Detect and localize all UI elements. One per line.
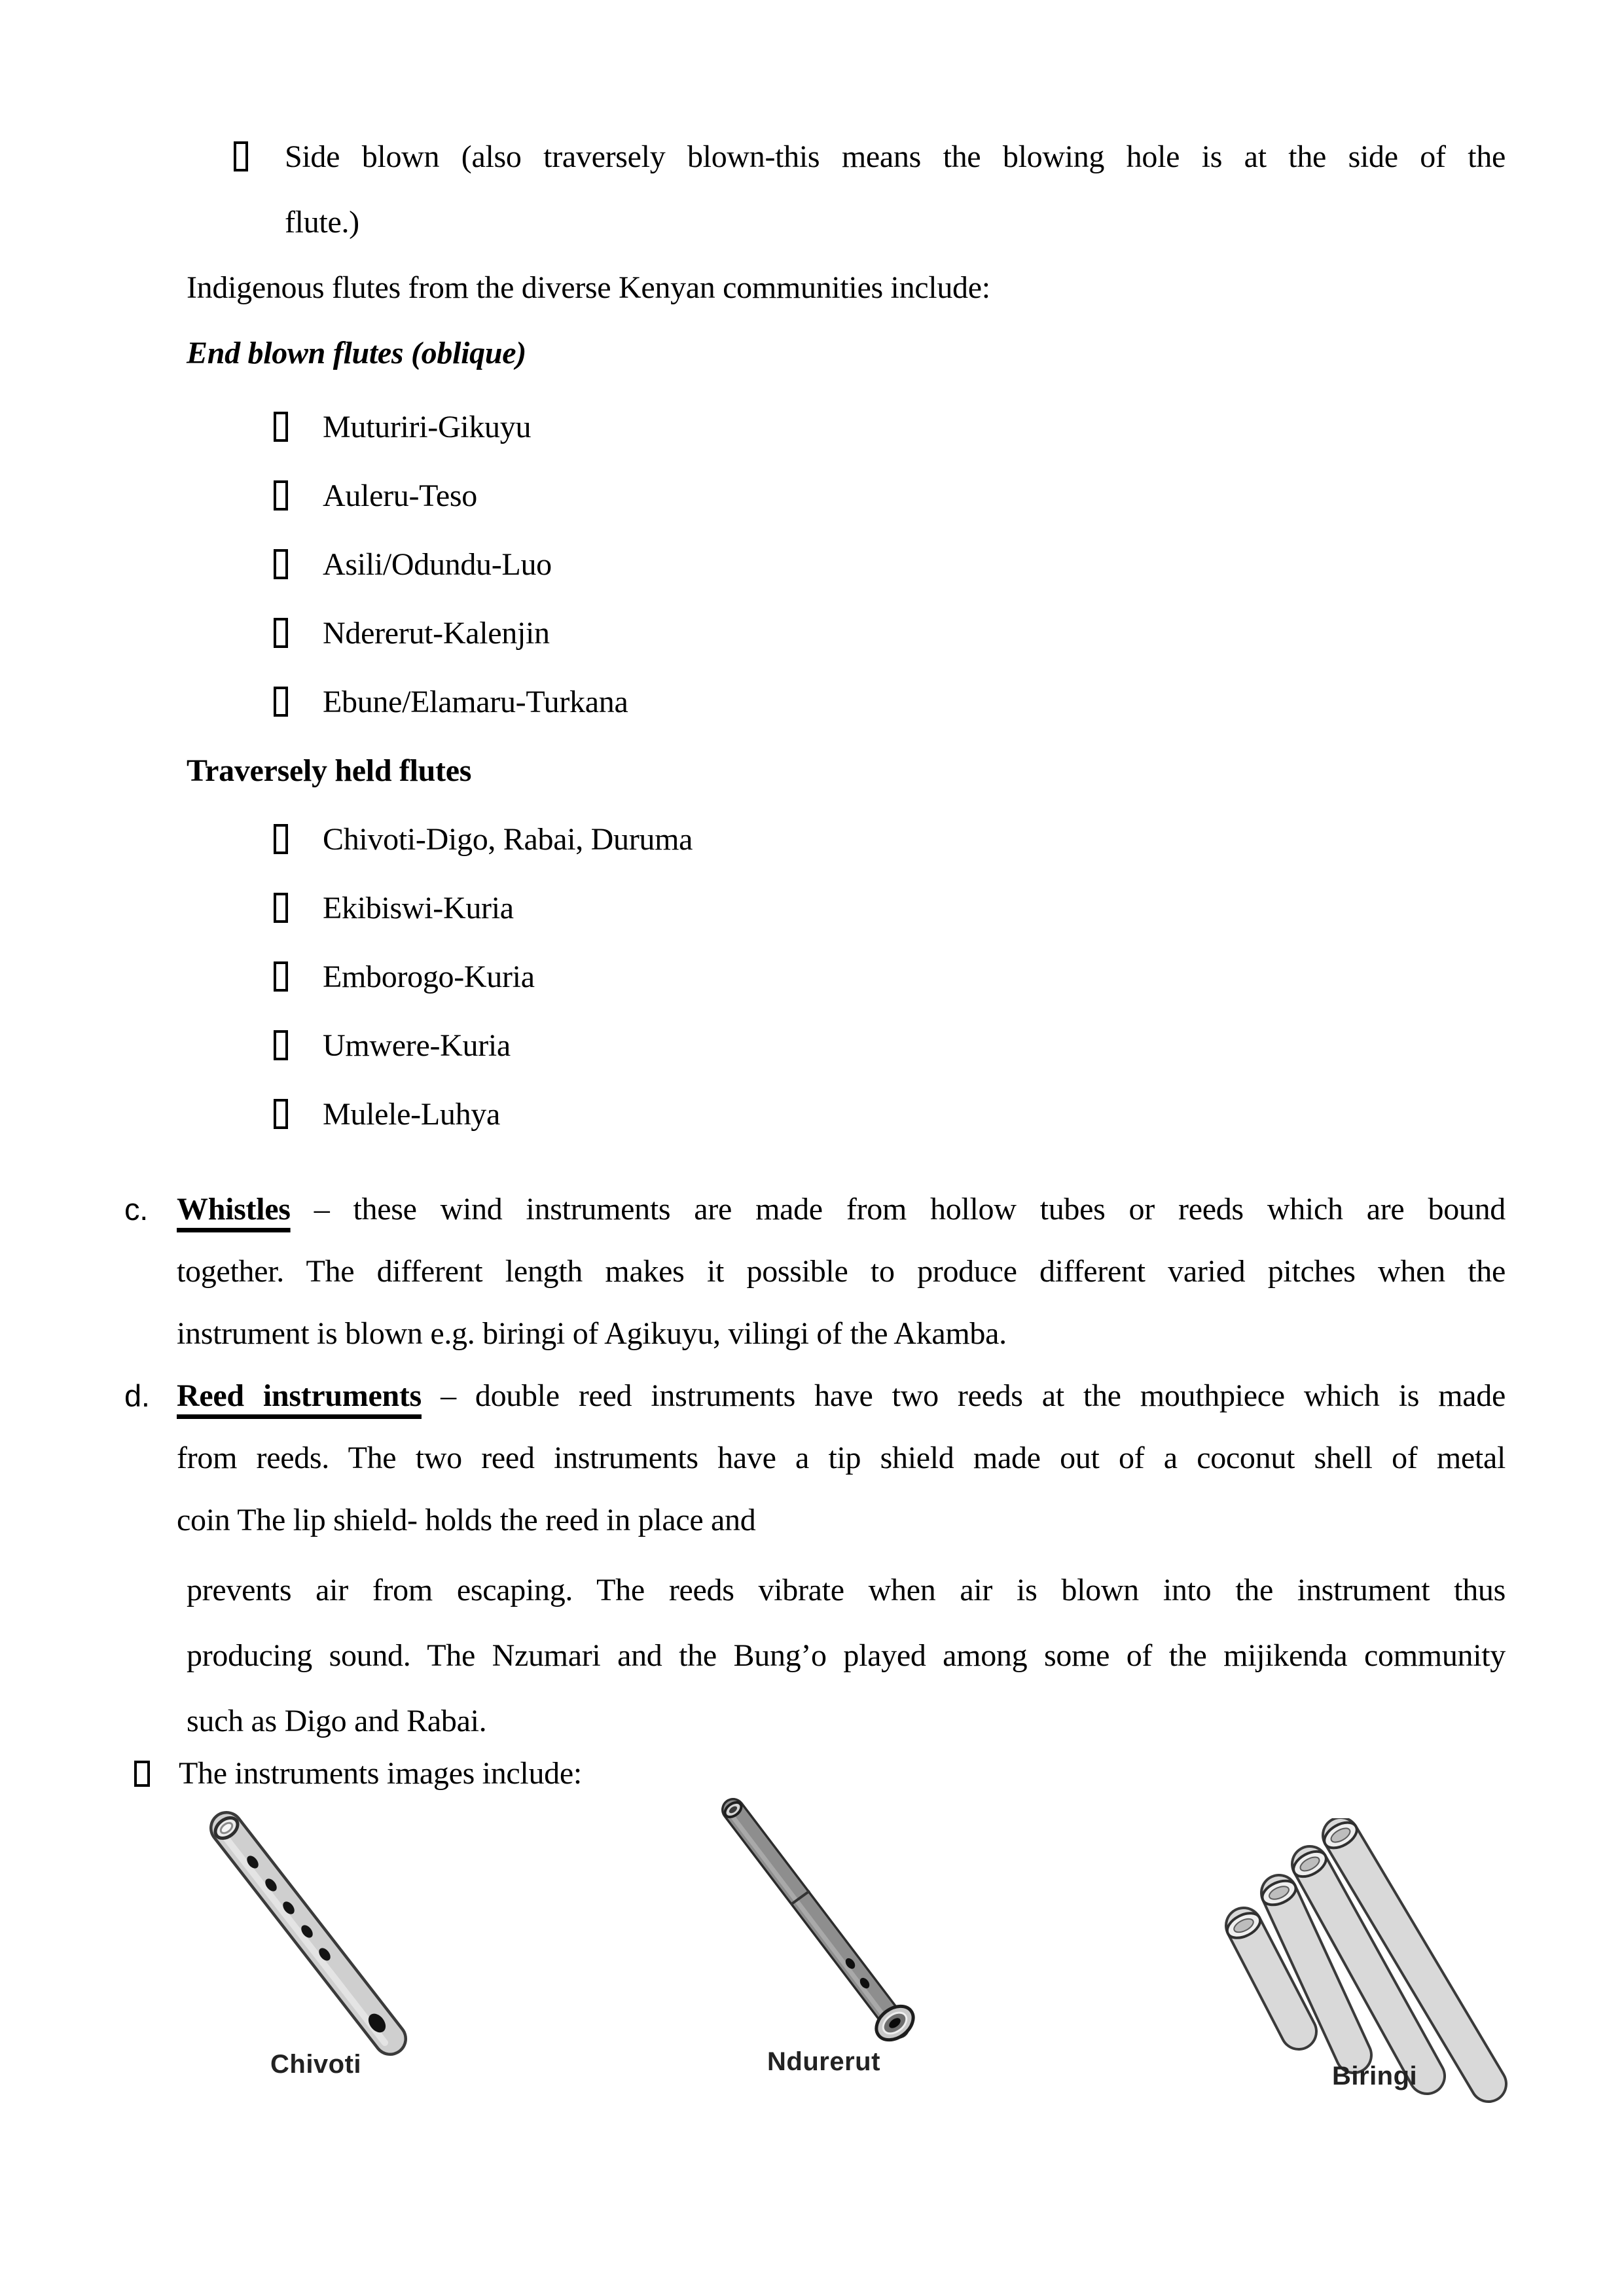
list-item — [323, 1011, 1624, 1080]
biringi-whistle-drawing — [1203, 1818, 1519, 2103]
prevents-paragraph — [187, 1558, 1506, 1754]
box-bullet-icon — [234, 141, 248, 171]
list-marker-c: c. — [124, 1192, 148, 1227]
list-item-label: Mulele-Luhya — [323, 1097, 500, 1132]
list-item — [323, 874, 1624, 942]
box-bullet-icon — [274, 480, 288, 511]
list-item-label: Asili/Odundu-Luo — [323, 547, 552, 582]
whistles-line-1 — [177, 1178, 1506, 1240]
list-item — [323, 530, 1624, 599]
box-bullet-icon — [274, 412, 288, 442]
list-item-label: Emborogo-Kuria — [323, 960, 535, 994]
figure-caption-ndurerut: Ndurerut — [767, 2047, 880, 2076]
side-blown-line-1: Side blown (also traversely blown-this means the blowing hole is at the side of the — [285, 139, 1506, 174]
list-item — [323, 599, 1624, 668]
intro-line: Indigenous flutes from the diverse Kenyan communities include: — [187, 270, 990, 305]
list-item-label: Ndererut-Kalenjin — [323, 616, 550, 651]
heading-traversely-held-flutes: Traversely held flutes — [187, 753, 472, 788]
reed-line-2: from reeds. The two reed instruments have a tip shield made out of a coconut shell of metal — [177, 1441, 1506, 1475]
list-item — [323, 461, 1624, 530]
list-item-label: Ekibiswi-Kuria — [323, 891, 514, 925]
list-item — [323, 942, 1624, 1011]
whistles-line-3: instrument is blown e.g. biringi of Agikuyu, vilingi of the Akamba. — [177, 1316, 1007, 1351]
list-item — [323, 1080, 1624, 1149]
box-bullet-icon — [274, 549, 288, 579]
reed-instruments-item — [124, 1365, 1506, 1551]
figure-caption-biringi: Biringi — [1332, 2062, 1418, 2090]
list-item — [323, 668, 1624, 736]
reed-line-1-text: – double reed instruments have two reeds at the mouthpiece which is made — [441, 1378, 1506, 1413]
box-bullet-icon — [274, 961, 288, 992]
prevents-line-2: producing sound. The Nzumari and the Bung’o played among some of the mijikenda community — [187, 1638, 1506, 1673]
box-bullet-icon — [274, 893, 288, 923]
list-item-side-blown — [285, 124, 1506, 255]
side-blown-line-2: flute.) — [285, 205, 359, 240]
list-item — [323, 393, 1624, 461]
heading-end-blown-flutes: End blown flutes (oblique) — [187, 336, 526, 370]
list-marker-d: d. — [124, 1378, 150, 1413]
reed-label: Reed instruments — [177, 1378, 422, 1413]
box-bullet-icon — [274, 1030, 288, 1060]
box-bullet-icon — [274, 687, 288, 717]
whistles-item — [124, 1178, 1506, 1365]
whistles-line-2: together. The different length makes it possible to produce different varied pitches when the — [177, 1254, 1506, 1289]
whistles-line-1-text: – these wind instruments are made from hollow tubes or reeds which are bound — [314, 1192, 1506, 1227]
reed-line-1 — [177, 1365, 1506, 1427]
list-item-label: Ebune/Elamaru-Turkana — [323, 685, 628, 719]
list-item-label: Muturiri-Gikuyu — [323, 410, 532, 444]
prevents-line-3: such as Digo and Rabai. — [187, 1704, 487, 1738]
list-item-label: Chivoti-Digo, Rabai, Duruma — [323, 822, 693, 857]
end-blown-flutes-list — [323, 393, 1624, 736]
reed-line-3: coin The lip shield- holds the reed in place and — [177, 1503, 756, 1537]
prevents-line-1: prevents air from escaping. The reeds vibrate when air is blown into the instrument thus — [187, 1573, 1506, 1607]
ndurerut-flute-drawing — [704, 1782, 929, 2060]
whistles-label: Whistles — [177, 1192, 291, 1227]
traverse-flutes-list — [323, 805, 1624, 1149]
list-item — [323, 805, 1624, 874]
box-bullet-icon — [274, 824, 288, 854]
list-item-label: Umwere-Kuria — [323, 1028, 511, 1063]
list-item-label: Auleru-Teso — [323, 478, 477, 513]
box-bullet-icon — [134, 1761, 150, 1787]
figure-caption-chivoti: Chivoti — [270, 2050, 362, 2079]
chivoti-flute-drawing — [189, 1802, 425, 2064]
box-bullet-icon — [274, 1099, 288, 1129]
images-intro-text: The instruments images include: — [179, 1756, 582, 1791]
box-bullet-icon — [274, 618, 288, 648]
